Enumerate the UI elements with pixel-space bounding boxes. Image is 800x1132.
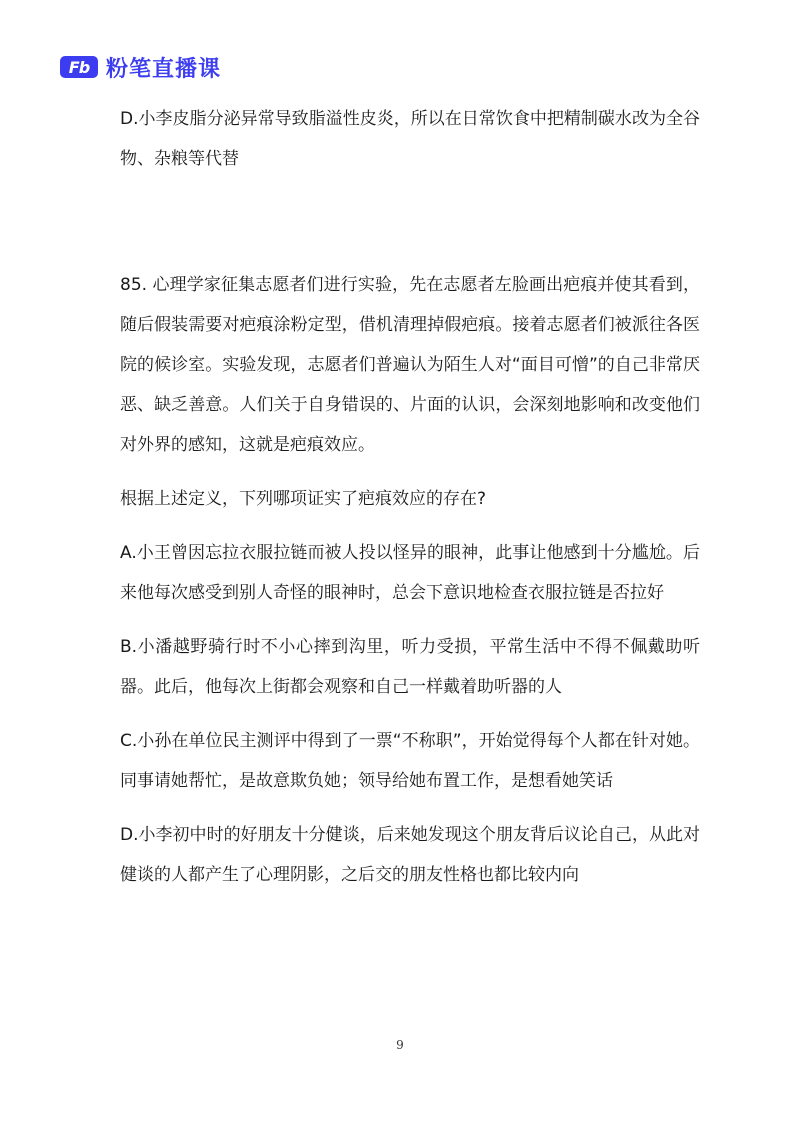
fenbi-logo-icon: Fb <box>60 56 98 78</box>
brand-name: 粉笔直播课 <box>106 56 222 82</box>
question-prompt: 根据上述定义，下列哪项证实了疤痕效应的存在? <box>120 489 487 509</box>
document-body <box>120 99 700 895</box>
page-number: 9 <box>396 1038 404 1052</box>
previous-option-d: D.小李皮脂分泌异常导致脂溢性皮炎，所以在日常饮食中把精制碳水改为全谷物、杂粮等代替 <box>120 109 700 169</box>
question-stem: 85. 心理学家征集志愿者们进行实验，先在志愿者左脸画出疤痕并使其看到，随后假装需要对疤痕涂粉定型，借机清理掉假疤痕。接着志愿者们被派往各医院的候诊室。实验发现，志愿者们普遍认为陌生人对“面目可憎”的自己非常厌恶、缺乏善意。人们关于自身错误的、片面的认识，会深刻地影响和改变他们对外界的感知，这就是疤痕效应。 <box>120 275 700 455</box>
header <box>60 50 221 84</box>
option-c: C.小孙在单位民主测评中得到了一票“不称职”，开始觉得每个人都在针对她。同事请她帮忙，是故意欺负她；领导给她布置工作，是想看她笑话 <box>120 731 700 791</box>
option-b: B.小潘越野骑行时不小心摔到沟里，听力受损，平常生活中不得不佩戴助听器。此后，他每次上街都会观察和自己一样戴着助听器的人 <box>120 637 700 697</box>
option-a: A.小王曾因忘拉衣服拉链而被人投以怪异的眼神，此事让他感到十分尴尬。后来他每次感受到别人奇怪的眼神时，总会下意识地检查衣服拉链是否拉好 <box>120 543 700 603</box>
option-d: D.小李初中时的好朋友十分健谈，后来她发现这个朋友背后议论自己，从此对健谈的人都产生了心理阴影，之后交的朋友性格也都比较内向 <box>120 825 700 885</box>
